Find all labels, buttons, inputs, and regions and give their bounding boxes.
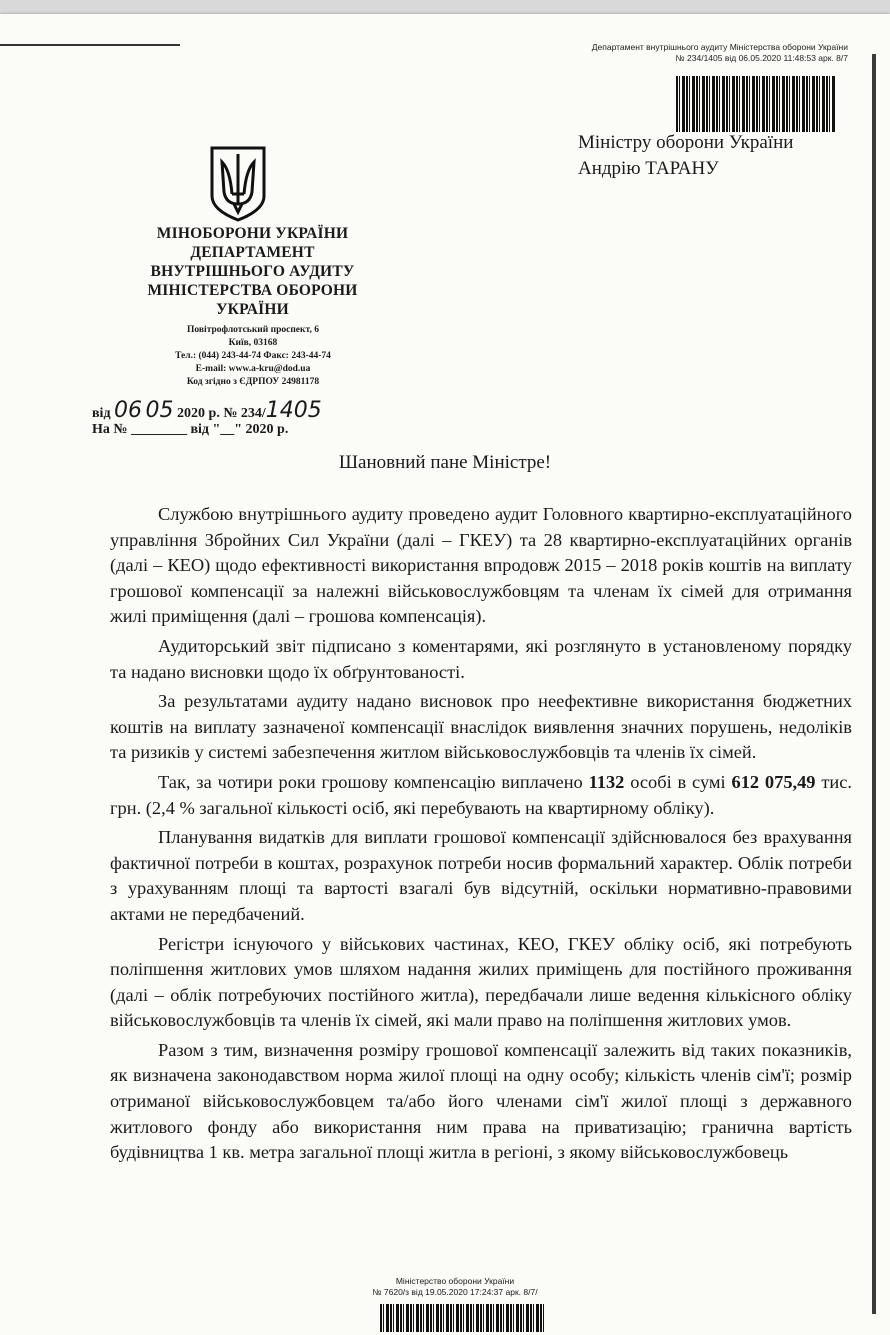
document-page bbox=[0, 14, 890, 1335]
reg-mid: 2020 р. № 234/ bbox=[177, 406, 266, 421]
registration-stamp-top bbox=[488, 42, 848, 64]
registration-stamp-bottom bbox=[320, 1276, 590, 1298]
corner-line bbox=[0, 44, 180, 46]
stamp-top-line2: № 234/1405 від 06.05.2020 11:48:53 арк. 8/7 bbox=[675, 53, 848, 63]
p4-part-a: Так, за чотири роки грошову компенсацію виплачено bbox=[158, 771, 589, 792]
org-line-4: МІНІСТЕРСТВА ОБОРОНИ bbox=[147, 282, 358, 299]
stamp-bottom-line1: Міністерство оборони України bbox=[395, 1276, 515, 1286]
paragraph-3: За результатами аудиту надано висновок про неефективне використання бюджетних коштів на виплату зазначеної компенсації внаслідок виявлення значних порушень, недоліків та ризиків у системі забезпечення житлом військовослужбовців та членів їх сімей. bbox=[110, 691, 852, 763]
reg-number: 1405 bbox=[265, 398, 322, 423]
recipient-block bbox=[578, 130, 878, 182]
phone-fax: Тел.: (044) 243-44-74 Факс: 243-44-74 bbox=[175, 351, 331, 361]
paragraph-6: Регістри існуючого у військових частинах, КЕО, ГКЕУ обліку осіб, які потребують поліпшення житлових умов шляхом надання жилих приміщень для постійного проживання (далі – облік потребуючих постійного житла), передбачали лише ведення кількісного обліку військовослужбовців та членів їх сімей, які мали право на поліпшення житлових умов. bbox=[110, 933, 852, 1031]
paragraph-1: Службою внутрішнього аудиту проведено аудит Головного квартирно-експлуатаційного управління Збройних Сил України (далі – ГКЕУ) та 28 квартирно-експлуатаційних органів (далі – КЕО) щодо ефективності використання впродовж 2015 – 2018 років коштів на виплату грошової компенсації за належні військовослужбовцям та членам їх сімей для отримання жилі приміщення (далі – грошова компенсація). bbox=[110, 504, 852, 627]
paragraph-5: Планування видатків для виплати грошової компенсації здійснювалося без врахування фактичної потреби в коштах, розрахунок потреби носив формальний характер. Облік потреби з урахуванням площі та вартості взагалі був відсутній, оскільки нормативно-правовими актами не передбачений. bbox=[110, 827, 852, 924]
organization-header bbox=[110, 224, 395, 319]
reg-day: 06 bbox=[114, 398, 143, 423]
org-line-3: ВНУТРІШНЬОГО АУДИТУ bbox=[150, 263, 355, 280]
salutation: Шановний пане Міністре! bbox=[338, 452, 552, 473]
recipient-title: Міністру оборони України bbox=[578, 132, 794, 153]
incoming-reference: На № ________ від "__" 2020 р. bbox=[92, 422, 289, 437]
org-line-1: МІНОБОРОНИ УКРАЇНИ bbox=[156, 225, 349, 242]
outgoing-registration bbox=[92, 398, 432, 423]
scan-edge bbox=[872, 54, 876, 1314]
p4-part-c: особі в сумі bbox=[624, 771, 732, 792]
reg-month: 05 bbox=[145, 398, 174, 423]
reg-prefix: від bbox=[92, 406, 111, 421]
contact-block bbox=[118, 324, 388, 389]
org-line-2: ДЕПАРТАМЕНТ bbox=[190, 244, 315, 261]
barcode-bottom bbox=[380, 1304, 545, 1332]
trident-emblem-icon bbox=[208, 144, 268, 222]
compensation-amount: 612 075,49 bbox=[731, 771, 816, 792]
stamp-bottom-line2: № 7620/з від 19.05.2020 17:24:37 арк. 8/7/ bbox=[372, 1287, 538, 1297]
email: E-mail: www.a-kru@dod.ua bbox=[195, 364, 311, 374]
recipient-name: Андрію ТАРАНУ bbox=[578, 158, 719, 179]
address-city: Київ, 03168 bbox=[228, 338, 278, 348]
paragraph-4 bbox=[110, 770, 852, 821]
address-street: Повітрофлотський проспект, 6 bbox=[187, 325, 319, 335]
barcode-top bbox=[676, 76, 836, 132]
persons-count: 1132 bbox=[588, 771, 625, 792]
edrpou-code: Код згідно з ЄДРПОУ 24981178 bbox=[186, 377, 320, 387]
paragraph-2: Аудиторський звіт підписано з коментарями, які розглянуто в установленому порядку та надано висновки щодо їх обґрунтованості. bbox=[110, 635, 852, 682]
org-line-5: УКРАЇНИ bbox=[216, 301, 289, 318]
stamp-top-line1: Департамент внутрішнього аудиту Міністерства оборони України bbox=[591, 42, 848, 52]
paragraph-7: Разом з тим, визначення розміру грошової компенсації залежить від таких показників, як визначена законодавством норма жилої площі на одну особу; кількість членів сім'ї; розмір отриманої військовослужбовцем та/або його членами сім'ї жилої площі з державного житлового фонду або використання ним права на приватизацію; гранична вартість будівництва 1 кв. метра загальної площі житла в регіоні, з якому військовослужбовець bbox=[110, 1039, 852, 1163]
p4-part-e: тис. грн. (2,4 % загальної кількості осіб, які перебувають на квартирному обліку). bbox=[110, 771, 852, 818]
letter-body bbox=[110, 502, 852, 1170]
